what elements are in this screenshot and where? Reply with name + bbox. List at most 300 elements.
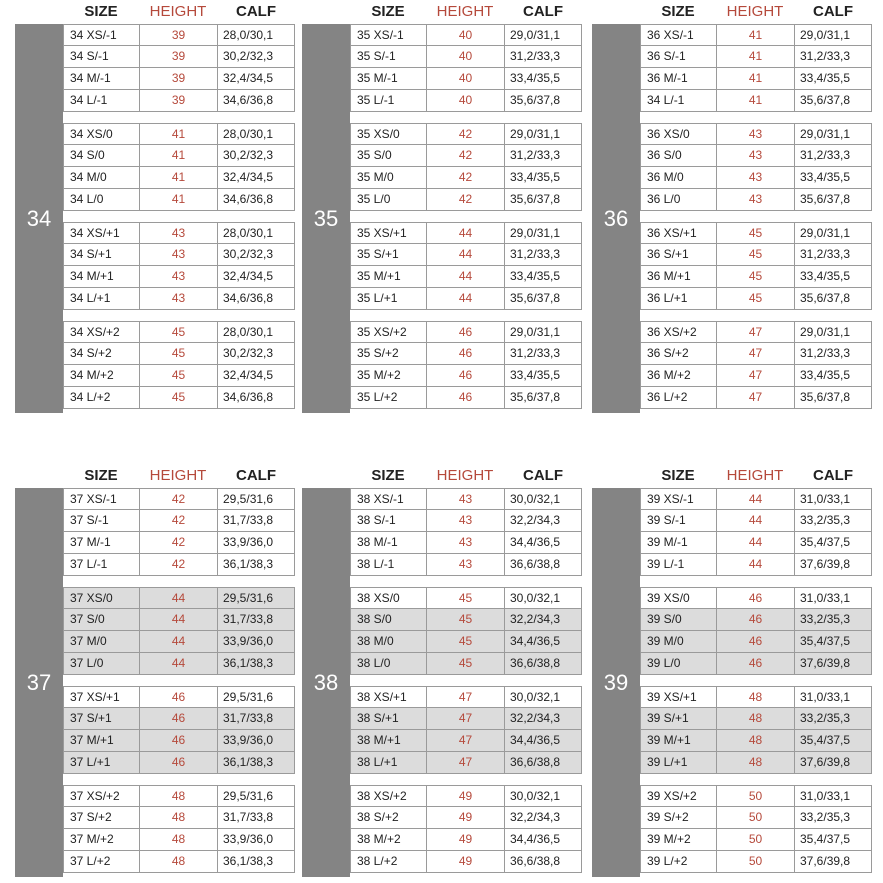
calf-cell: 35,4/37,5 xyxy=(794,532,872,553)
column-header-size: SIZE xyxy=(84,467,118,484)
table-row xyxy=(63,222,295,244)
column-header-height: HEIGHT xyxy=(436,3,494,20)
calf-cell: 35,4/37,5 xyxy=(794,631,872,652)
height-cell: 47 xyxy=(426,752,504,773)
table-row xyxy=(63,244,295,266)
height-cell: 43 xyxy=(426,489,504,510)
calf-cell: 33,2/35,3 xyxy=(794,609,872,630)
size-cell: 36 XS/-1 xyxy=(640,25,716,46)
calf-cell: 31,2/33,3 xyxy=(504,145,582,166)
height-cell: 45 xyxy=(139,387,217,408)
table-row xyxy=(350,68,582,90)
height-cell: 44 xyxy=(716,489,794,510)
size-cell: 39 L/0 xyxy=(640,653,716,674)
calf-cell: 35,6/37,8 xyxy=(504,387,582,408)
calf-cell: 37,6/39,8 xyxy=(794,653,872,674)
column-header-height: HEIGHT xyxy=(726,467,784,484)
size-cell: 36 XS/+2 xyxy=(640,322,716,343)
size-cell: 38 XS/0 xyxy=(350,588,426,609)
table-row xyxy=(63,189,295,211)
height-cell: 49 xyxy=(426,786,504,807)
table-row xyxy=(350,631,582,653)
table-row xyxy=(63,46,295,68)
calf-cell: 37,6/39,8 xyxy=(794,752,872,773)
size-cell: 34 S/0 xyxy=(63,145,139,166)
size-row-group xyxy=(350,686,582,774)
table-row xyxy=(640,532,872,554)
height-cell: 44 xyxy=(426,223,504,244)
size-cell: 36 S/+2 xyxy=(640,343,716,364)
calf-cell: 36,6/38,8 xyxy=(504,851,582,872)
size-cell: 38 S/-1 xyxy=(350,510,426,531)
size-group-number: 37 xyxy=(26,669,52,695)
size-cell: 37 M/0 xyxy=(63,631,139,652)
size-cell: 38 M/-1 xyxy=(350,532,426,553)
size-row-group xyxy=(640,785,872,873)
column-header-row xyxy=(302,0,582,24)
calf-cell: 35,4/37,5 xyxy=(794,730,872,751)
size-row-group xyxy=(350,24,582,112)
height-cell: 43 xyxy=(716,145,794,166)
column-header-calf: CALF xyxy=(813,3,853,20)
size-row-group xyxy=(63,321,295,409)
calf-cell: 33,9/36,0 xyxy=(217,829,295,850)
size-cell: 37 XS/-1 xyxy=(63,489,139,510)
height-cell: 45 xyxy=(716,223,794,244)
table-row xyxy=(350,609,582,631)
size-row-group xyxy=(640,24,872,112)
size-cell: 38 L/+2 xyxy=(350,851,426,872)
size-cell: 39 M/+1 xyxy=(640,730,716,751)
height-cell: 39 xyxy=(139,46,217,67)
height-cell: 44 xyxy=(426,266,504,287)
column-header-calf: CALF xyxy=(523,467,563,484)
table-row xyxy=(63,510,295,532)
calf-cell: 31,7/33,8 xyxy=(217,609,295,630)
column-header-row xyxy=(592,464,872,488)
calf-cell: 31,2/33,3 xyxy=(504,46,582,67)
size-row-group xyxy=(640,321,872,409)
height-cell: 48 xyxy=(716,708,794,729)
size-cell: 34 S/+2 xyxy=(63,343,139,364)
table-row xyxy=(350,145,582,167)
size-cell: 35 M/+1 xyxy=(350,266,426,287)
size-group-number: 36 xyxy=(603,205,629,231)
table-row xyxy=(350,708,582,730)
table-row xyxy=(350,189,582,211)
calf-cell: 35,6/37,8 xyxy=(794,189,872,210)
size-cell: 36 M/-1 xyxy=(640,68,716,89)
height-cell: 48 xyxy=(139,786,217,807)
size-row-group xyxy=(63,222,295,310)
size-cell: 37 S/-1 xyxy=(63,510,139,531)
size-row-group xyxy=(350,785,582,873)
size-cell: 39 XS/0 xyxy=(640,588,716,609)
height-cell: 45 xyxy=(426,631,504,652)
height-cell: 47 xyxy=(426,708,504,729)
calf-cell: 33,2/35,3 xyxy=(794,708,872,729)
calf-cell: 30,0/32,1 xyxy=(504,588,582,609)
size-cell: 39 S/+1 xyxy=(640,708,716,729)
size-cell: 34 L/-1 xyxy=(63,90,139,111)
size-cell: 35 L/+2 xyxy=(350,387,426,408)
table-row xyxy=(63,554,295,576)
size-cell: 34 M/0 xyxy=(63,167,139,188)
size-cell: 39 S/0 xyxy=(640,609,716,630)
table-row xyxy=(640,686,872,708)
size-row-group xyxy=(63,488,295,576)
size-cell: 39 XS/+1 xyxy=(640,687,716,708)
height-cell: 42 xyxy=(426,145,504,166)
size-cell: 39 S/-1 xyxy=(640,510,716,531)
table-row xyxy=(640,145,872,167)
table-row xyxy=(640,365,872,387)
height-cell: 46 xyxy=(139,730,217,751)
size-cell: 36 L/+1 xyxy=(640,288,716,309)
table-row xyxy=(350,288,582,310)
size-cell: 38 S/0 xyxy=(350,609,426,630)
size-cell: 34 L/+1 xyxy=(63,288,139,309)
height-cell: 44 xyxy=(139,588,217,609)
calf-cell: 29,5/31,6 xyxy=(217,588,295,609)
calf-cell: 36,1/38,3 xyxy=(217,851,295,872)
table-row xyxy=(63,90,295,112)
height-cell: 44 xyxy=(716,554,794,575)
size-row-group xyxy=(63,24,295,112)
calf-cell: 30,2/32,3 xyxy=(217,343,295,364)
column-header-row xyxy=(15,464,295,488)
size-cell: 39 L/+1 xyxy=(640,752,716,773)
size-cell: 35 S/+1 xyxy=(350,244,426,265)
calf-cell: 31,7/33,8 xyxy=(217,807,295,828)
size-cell: 38 XS/+1 xyxy=(350,687,426,708)
table-row xyxy=(350,752,582,774)
height-cell: 42 xyxy=(139,532,217,553)
calf-cell: 33,4/35,5 xyxy=(504,167,582,188)
table-row xyxy=(640,321,872,343)
column-header-height: HEIGHT xyxy=(436,467,494,484)
table-row xyxy=(350,222,582,244)
calf-cell: 30,0/32,1 xyxy=(504,687,582,708)
size-cell: 38 S/+1 xyxy=(350,708,426,729)
height-cell: 49 xyxy=(426,807,504,828)
size-row-group xyxy=(63,785,295,873)
height-cell: 41 xyxy=(716,46,794,67)
calf-cell: 32,4/34,5 xyxy=(217,68,295,89)
size-cell: 35 L/0 xyxy=(350,189,426,210)
size-cell: 34 XS/0 xyxy=(63,124,139,145)
calf-cell: 33,4/35,5 xyxy=(794,68,872,89)
size-row-group xyxy=(63,686,295,774)
calf-cell: 29,0/31,1 xyxy=(794,322,872,343)
table-row xyxy=(350,653,582,675)
size-cell: 35 L/+1 xyxy=(350,288,426,309)
size-chart-37 xyxy=(15,464,295,877)
height-cell: 42 xyxy=(426,124,504,145)
height-cell: 43 xyxy=(426,554,504,575)
size-chart-35 xyxy=(302,0,582,413)
table-row xyxy=(640,510,872,532)
size-chart-36 xyxy=(592,0,872,413)
size-row-group xyxy=(640,123,872,211)
height-cell: 46 xyxy=(139,708,217,729)
calf-cell: 31,0/33,1 xyxy=(794,588,872,609)
height-cell: 43 xyxy=(139,223,217,244)
size-cell: 39 M/-1 xyxy=(640,532,716,553)
size-chart-39 xyxy=(592,464,872,877)
table-row xyxy=(350,167,582,189)
size-row-group xyxy=(640,222,872,310)
size-cell: 36 XS/+1 xyxy=(640,223,716,244)
size-cell: 39 L/-1 xyxy=(640,554,716,575)
calf-cell: 31,2/33,3 xyxy=(794,343,872,364)
height-cell: 42 xyxy=(426,167,504,188)
height-cell: 48 xyxy=(716,730,794,751)
table-row xyxy=(63,68,295,90)
height-cell: 47 xyxy=(716,343,794,364)
height-cell: 47 xyxy=(716,365,794,386)
column-header-calf: CALF xyxy=(523,3,563,20)
table-row xyxy=(350,365,582,387)
size-cell: 37 M/-1 xyxy=(63,532,139,553)
size-cell: 35 M/-1 xyxy=(350,68,426,89)
calf-cell: 37,6/39,8 xyxy=(794,554,872,575)
calf-cell: 32,4/34,5 xyxy=(217,365,295,386)
size-group-number: 35 xyxy=(313,205,339,231)
table-row xyxy=(350,554,582,576)
column-header-size: SIZE xyxy=(371,467,405,484)
calf-cell: 33,2/35,3 xyxy=(794,807,872,828)
table-row xyxy=(640,387,872,409)
calf-cell: 35,6/37,8 xyxy=(504,189,582,210)
size-row-group xyxy=(63,587,295,675)
calf-cell: 35,6/37,8 xyxy=(794,288,872,309)
size-cell: 35 L/-1 xyxy=(350,90,426,111)
height-cell: 47 xyxy=(426,730,504,751)
height-cell: 44 xyxy=(716,532,794,553)
column-header-calf: CALF xyxy=(236,3,276,20)
calf-cell: 34,4/36,5 xyxy=(504,532,582,553)
calf-cell: 32,4/34,5 xyxy=(217,167,295,188)
calf-cell: 35,6/37,8 xyxy=(794,90,872,111)
height-cell: 43 xyxy=(139,288,217,309)
calf-cell: 31,2/33,3 xyxy=(794,46,872,67)
table-row xyxy=(63,785,295,807)
height-cell: 43 xyxy=(716,167,794,188)
table-row xyxy=(350,785,582,807)
table-row xyxy=(640,68,872,90)
table-row xyxy=(350,730,582,752)
height-cell: 43 xyxy=(139,266,217,287)
column-header-height: HEIGHT xyxy=(726,3,784,20)
size-cell: 34 M/+2 xyxy=(63,365,139,386)
column-header-height: HEIGHT xyxy=(149,3,207,20)
table-row xyxy=(350,90,582,112)
table-row xyxy=(640,708,872,730)
calf-cell: 37,6/39,8 xyxy=(794,851,872,872)
size-cell: 37 L/0 xyxy=(63,653,139,674)
calf-cell: 29,0/31,1 xyxy=(504,223,582,244)
size-row-group xyxy=(63,123,295,211)
column-header-height: HEIGHT xyxy=(149,467,207,484)
size-cell: 38 M/0 xyxy=(350,631,426,652)
size-group-number: 39 xyxy=(603,669,629,695)
calf-cell: 33,4/35,5 xyxy=(794,167,872,188)
calf-cell: 30,0/32,1 xyxy=(504,489,582,510)
calf-cell: 30,0/32,1 xyxy=(504,786,582,807)
size-cell: 35 S/0 xyxy=(350,145,426,166)
table-row xyxy=(350,387,582,409)
size-cell: 38 L/-1 xyxy=(350,554,426,575)
size-chart-34 xyxy=(15,0,295,413)
calf-cell: 34,6/36,8 xyxy=(217,189,295,210)
table-row xyxy=(350,587,582,609)
calf-cell: 34,6/36,8 xyxy=(217,387,295,408)
height-cell: 43 xyxy=(716,124,794,145)
table-row xyxy=(640,752,872,774)
column-header-size: SIZE xyxy=(84,3,118,20)
height-cell: 45 xyxy=(139,365,217,386)
table-row xyxy=(63,631,295,653)
table-row xyxy=(63,829,295,851)
size-cell: 34 XS/-1 xyxy=(63,25,139,46)
height-cell: 41 xyxy=(716,90,794,111)
table-row xyxy=(63,365,295,387)
size-cell: 35 XS/+2 xyxy=(350,322,426,343)
table-row xyxy=(63,653,295,675)
size-cell: 34 M/-1 xyxy=(63,68,139,89)
calf-cell: 29,0/31,1 xyxy=(504,322,582,343)
table-row xyxy=(63,686,295,708)
table-row xyxy=(350,829,582,851)
calf-cell: 35,6/37,8 xyxy=(504,90,582,111)
size-cell: 36 L/+2 xyxy=(640,387,716,408)
height-cell: 41 xyxy=(139,124,217,145)
calf-cell: 34,6/36,8 xyxy=(217,90,295,111)
table-row xyxy=(350,244,582,266)
size-cell: 34 XS/+2 xyxy=(63,322,139,343)
calf-cell: 34,4/36,5 xyxy=(504,829,582,850)
size-cell: 34 L/-1 xyxy=(640,90,716,111)
calf-cell: 29,0/31,1 xyxy=(794,223,872,244)
table-row xyxy=(640,851,872,873)
calf-cell: 33,9/36,0 xyxy=(217,532,295,553)
table-row xyxy=(640,488,872,510)
calf-cell: 28,0/30,1 xyxy=(217,223,295,244)
table-row xyxy=(640,90,872,112)
size-row-group xyxy=(350,587,582,675)
height-cell: 41 xyxy=(716,68,794,89)
table-row xyxy=(63,343,295,365)
height-cell: 40 xyxy=(426,25,504,46)
table-row xyxy=(63,609,295,631)
table-row xyxy=(640,343,872,365)
table-row xyxy=(63,730,295,752)
table-row xyxy=(350,321,582,343)
height-cell: 46 xyxy=(716,631,794,652)
table-row xyxy=(63,266,295,288)
table-row xyxy=(63,145,295,167)
calf-cell: 35,6/37,8 xyxy=(794,387,872,408)
size-group-label xyxy=(15,24,63,413)
column-header-row xyxy=(592,0,872,24)
table-row xyxy=(350,510,582,532)
calf-cell: 36,6/38,8 xyxy=(504,554,582,575)
height-cell: 46 xyxy=(139,687,217,708)
table-row xyxy=(640,288,872,310)
height-cell: 45 xyxy=(716,288,794,309)
height-cell: 39 xyxy=(139,90,217,111)
size-row-group xyxy=(350,321,582,409)
height-cell: 44 xyxy=(139,609,217,630)
calf-cell: 31,0/33,1 xyxy=(794,687,872,708)
calf-cell: 30,2/32,3 xyxy=(217,145,295,166)
size-cell: 36 S/-1 xyxy=(640,46,716,67)
height-cell: 45 xyxy=(716,244,794,265)
size-group-label xyxy=(302,24,350,413)
height-cell: 46 xyxy=(716,588,794,609)
calf-cell: 36,1/38,3 xyxy=(217,752,295,773)
table-row xyxy=(640,730,872,752)
height-cell: 48 xyxy=(139,829,217,850)
size-cell: 37 XS/+2 xyxy=(63,786,139,807)
calf-cell: 28,0/30,1 xyxy=(217,322,295,343)
size-cell: 37 M/+1 xyxy=(63,730,139,751)
table-row xyxy=(63,387,295,409)
table-row xyxy=(350,266,582,288)
size-chart-38 xyxy=(302,464,582,877)
height-cell: 43 xyxy=(426,532,504,553)
calf-cell: 32,2/34,3 xyxy=(504,807,582,828)
column-header-row xyxy=(15,0,295,24)
height-cell: 46 xyxy=(426,322,504,343)
column-header-size: SIZE xyxy=(371,3,405,20)
height-cell: 48 xyxy=(139,807,217,828)
size-cell: 34 L/+2 xyxy=(63,387,139,408)
size-cell: 39 L/+2 xyxy=(640,851,716,872)
table-row xyxy=(640,167,872,189)
size-cell: 38 M/+1 xyxy=(350,730,426,751)
calf-cell: 33,2/35,3 xyxy=(794,510,872,531)
height-cell: 46 xyxy=(426,387,504,408)
calf-cell: 29,0/31,1 xyxy=(794,124,872,145)
height-cell: 49 xyxy=(426,829,504,850)
size-cell: 37 XS/+1 xyxy=(63,687,139,708)
table-row xyxy=(640,266,872,288)
size-cell: 35 XS/0 xyxy=(350,124,426,145)
height-cell: 50 xyxy=(716,807,794,828)
calf-cell: 34,4/36,5 xyxy=(504,730,582,751)
size-cell: 35 M/0 xyxy=(350,167,426,188)
height-cell: 45 xyxy=(426,609,504,630)
height-cell: 46 xyxy=(716,609,794,630)
calf-cell: 35,6/37,8 xyxy=(504,288,582,309)
size-cell: 39 S/+2 xyxy=(640,807,716,828)
size-row-group xyxy=(640,587,872,675)
table-row xyxy=(350,24,582,46)
size-cell: 37 XS/0 xyxy=(63,588,139,609)
size-row-group xyxy=(640,686,872,774)
size-cell: 34 S/-1 xyxy=(63,46,139,67)
size-cell: 35 M/+2 xyxy=(350,365,426,386)
table-row xyxy=(63,807,295,829)
table-row xyxy=(640,554,872,576)
size-cell: 36 XS/0 xyxy=(640,124,716,145)
column-header-size: SIZE xyxy=(661,467,695,484)
table-row xyxy=(350,807,582,829)
height-cell: 43 xyxy=(716,189,794,210)
column-header-calf: CALF xyxy=(236,467,276,484)
